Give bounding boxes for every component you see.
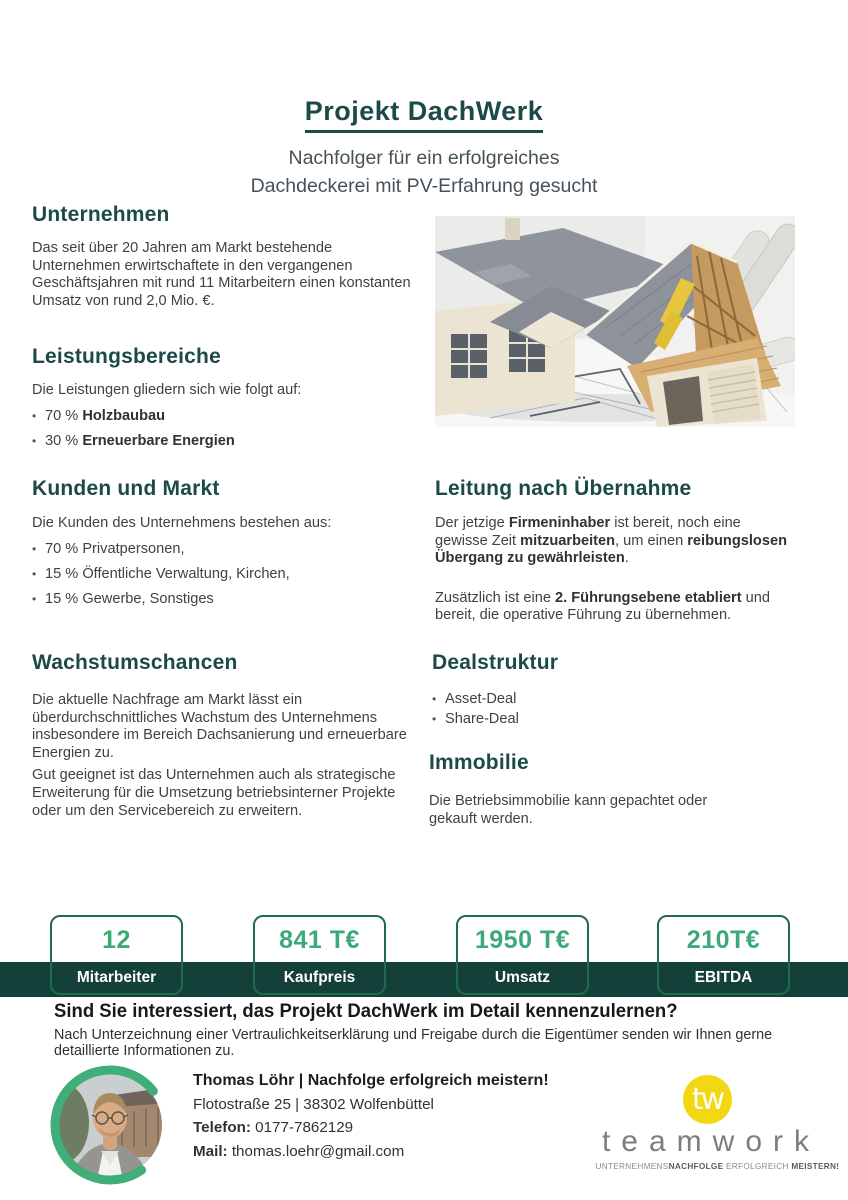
section-heading: Immobilie bbox=[429, 751, 529, 774]
contact-mail: Mail: thomas.loehr@gmail.com bbox=[193, 1142, 405, 1160]
stat-label: Kaufpreis bbox=[283, 969, 356, 986]
stat-umsatz bbox=[456, 915, 589, 995]
list-item: • Share-Deal bbox=[432, 710, 772, 728]
section-body: Die Betriebsimmobilie kann gepachtet oder gekauft werden. bbox=[429, 793, 708, 827]
stat-mitarbeiter bbox=[50, 915, 183, 995]
section-body-2: Gut geeignet ist das Unternehmen auch als strategische Erweiterung für die Umsetzung betriebsinterner Projekte oder um den Servicebereich zu erweitern. bbox=[32, 767, 396, 819]
document-header bbox=[0, 96, 848, 200]
stat-value: 841 T€ bbox=[279, 925, 360, 954]
section-unternehmen bbox=[32, 203, 424, 310]
list-item: • Asset-Deal bbox=[432, 690, 772, 708]
footer-heading: Sind Sie interessiert, das Projekt DachWerk im Detail kennenzulernen? bbox=[54, 1000, 678, 1022]
leistungen-list bbox=[32, 407, 424, 450]
section-leitung-nach-uebernahme bbox=[435, 477, 791, 625]
stat-label: Mitarbeiter bbox=[76, 969, 157, 986]
stat-value: 1950 T€ bbox=[474, 925, 571, 954]
section-heading: Leitung nach Übernahme bbox=[435, 477, 692, 500]
contact-name: Thomas Löhr | Nachfolge erfolgreich meistern! bbox=[193, 1072, 549, 1089]
section-body-1: Der jetzige Firmeninhaber ist bereit, noch eine gewisse Zeit mitzuarbeiten, um einen reibungslosen Übergang zu gewährleisten. bbox=[435, 515, 787, 567]
list-item: • 15 % Gewerbe, Sonstiges bbox=[32, 590, 424, 608]
stat-value: 12 bbox=[102, 925, 131, 954]
contact-photo bbox=[50, 1065, 170, 1185]
section-heading: Leistungsbereiche bbox=[32, 345, 221, 368]
stat-label: EBITDA bbox=[694, 969, 753, 986]
kunden-list bbox=[32, 540, 424, 608]
footer-body: Nach Unterzeichnung einer Vertraulichkeitserklärung und Freigabe durch die Eigentümer senden wir Ihnen gerne detaillierte Informationen zu. bbox=[54, 1027, 773, 1059]
section-heading: Dealstruktur bbox=[432, 651, 559, 674]
section-heading: Unternehmen bbox=[32, 203, 170, 226]
subtitle-line-1: Nachfolger für ein erfolgreiches bbox=[288, 147, 560, 169]
contact-block bbox=[193, 1072, 549, 1166]
section-leistungsbereiche bbox=[32, 345, 424, 450]
section-dealstruktur bbox=[432, 651, 772, 728]
subtitle-line-2: Dachdeckerei mit PV-Erfahrung gesucht bbox=[250, 175, 598, 197]
section-immobilie bbox=[429, 751, 759, 828]
section-kunden-und-markt bbox=[32, 477, 424, 608]
section-body-2: Zusätzlich ist eine 2. Führungsebene etabliert und bereit, die operative Führung zu übernehmen. bbox=[435, 589, 770, 624]
section-intro: Die Leistungen gliedern sich wie folgt auf: bbox=[32, 382, 302, 398]
stat-kaufpreis bbox=[253, 915, 386, 995]
stat-label: Umsatz bbox=[494, 969, 551, 986]
section-wachstumschancen bbox=[32, 651, 424, 820]
page-subtitle bbox=[0, 144, 848, 200]
list-item: • 15 % Öffentliche Verwaltung, Kirchen, bbox=[32, 565, 424, 583]
contact-address: Flotostraße 25 | 38302 Wolfenbüttel bbox=[193, 1095, 434, 1113]
logo-tagline: UNTERNEHMENSNACHFOLGE ERFOLGREICH MEISTERN! bbox=[595, 1161, 840, 1171]
section-intro: Die Kunden des Unternehmens bestehen aus: bbox=[32, 515, 332, 531]
teamwork-monogram-icon bbox=[683, 1075, 732, 1124]
stat-value: 210T€ bbox=[686, 925, 761, 954]
logo-wordmark: teamwork bbox=[601, 1125, 821, 1158]
teamwork-logo bbox=[592, 1075, 840, 1171]
deal-list bbox=[432, 690, 772, 728]
stat-ebitda bbox=[657, 915, 790, 995]
section-body-1: Die aktuelle Nachfrage am Markt lässt ein überdurchschnittliches Wachstum des Unternehmens insbesondere im Bereich Dachsanierung und erneuerbare Energien zu. bbox=[32, 692, 407, 761]
list-item: • 30 % Erneuerbare Energien bbox=[32, 432, 424, 450]
section-body: Das seit über 20 Jahren am Markt bestehende Unternehmen erwirtschaftete in den vergangenen Geschäftsjahren mit rund 11 Mitarbeitern einen konstanten Umsatz von rund 2,0 Mio. €. bbox=[32, 240, 411, 309]
section-heading: Wachstumschancen bbox=[32, 651, 238, 674]
contact-phone: Telefon: 0177-7862129 bbox=[193, 1119, 354, 1136]
list-item: • 70 % Holzbaubau bbox=[32, 407, 424, 425]
key-figures-row bbox=[0, 915, 848, 1010]
list-item: • 70 % Privatpersonen, bbox=[32, 540, 424, 558]
logo-monogram: tw bbox=[691, 1082, 723, 1117]
page-title: Projekt DachWerk bbox=[305, 96, 544, 133]
house-construction-image bbox=[435, 216, 795, 427]
section-heading: Kunden und Markt bbox=[32, 477, 220, 500]
